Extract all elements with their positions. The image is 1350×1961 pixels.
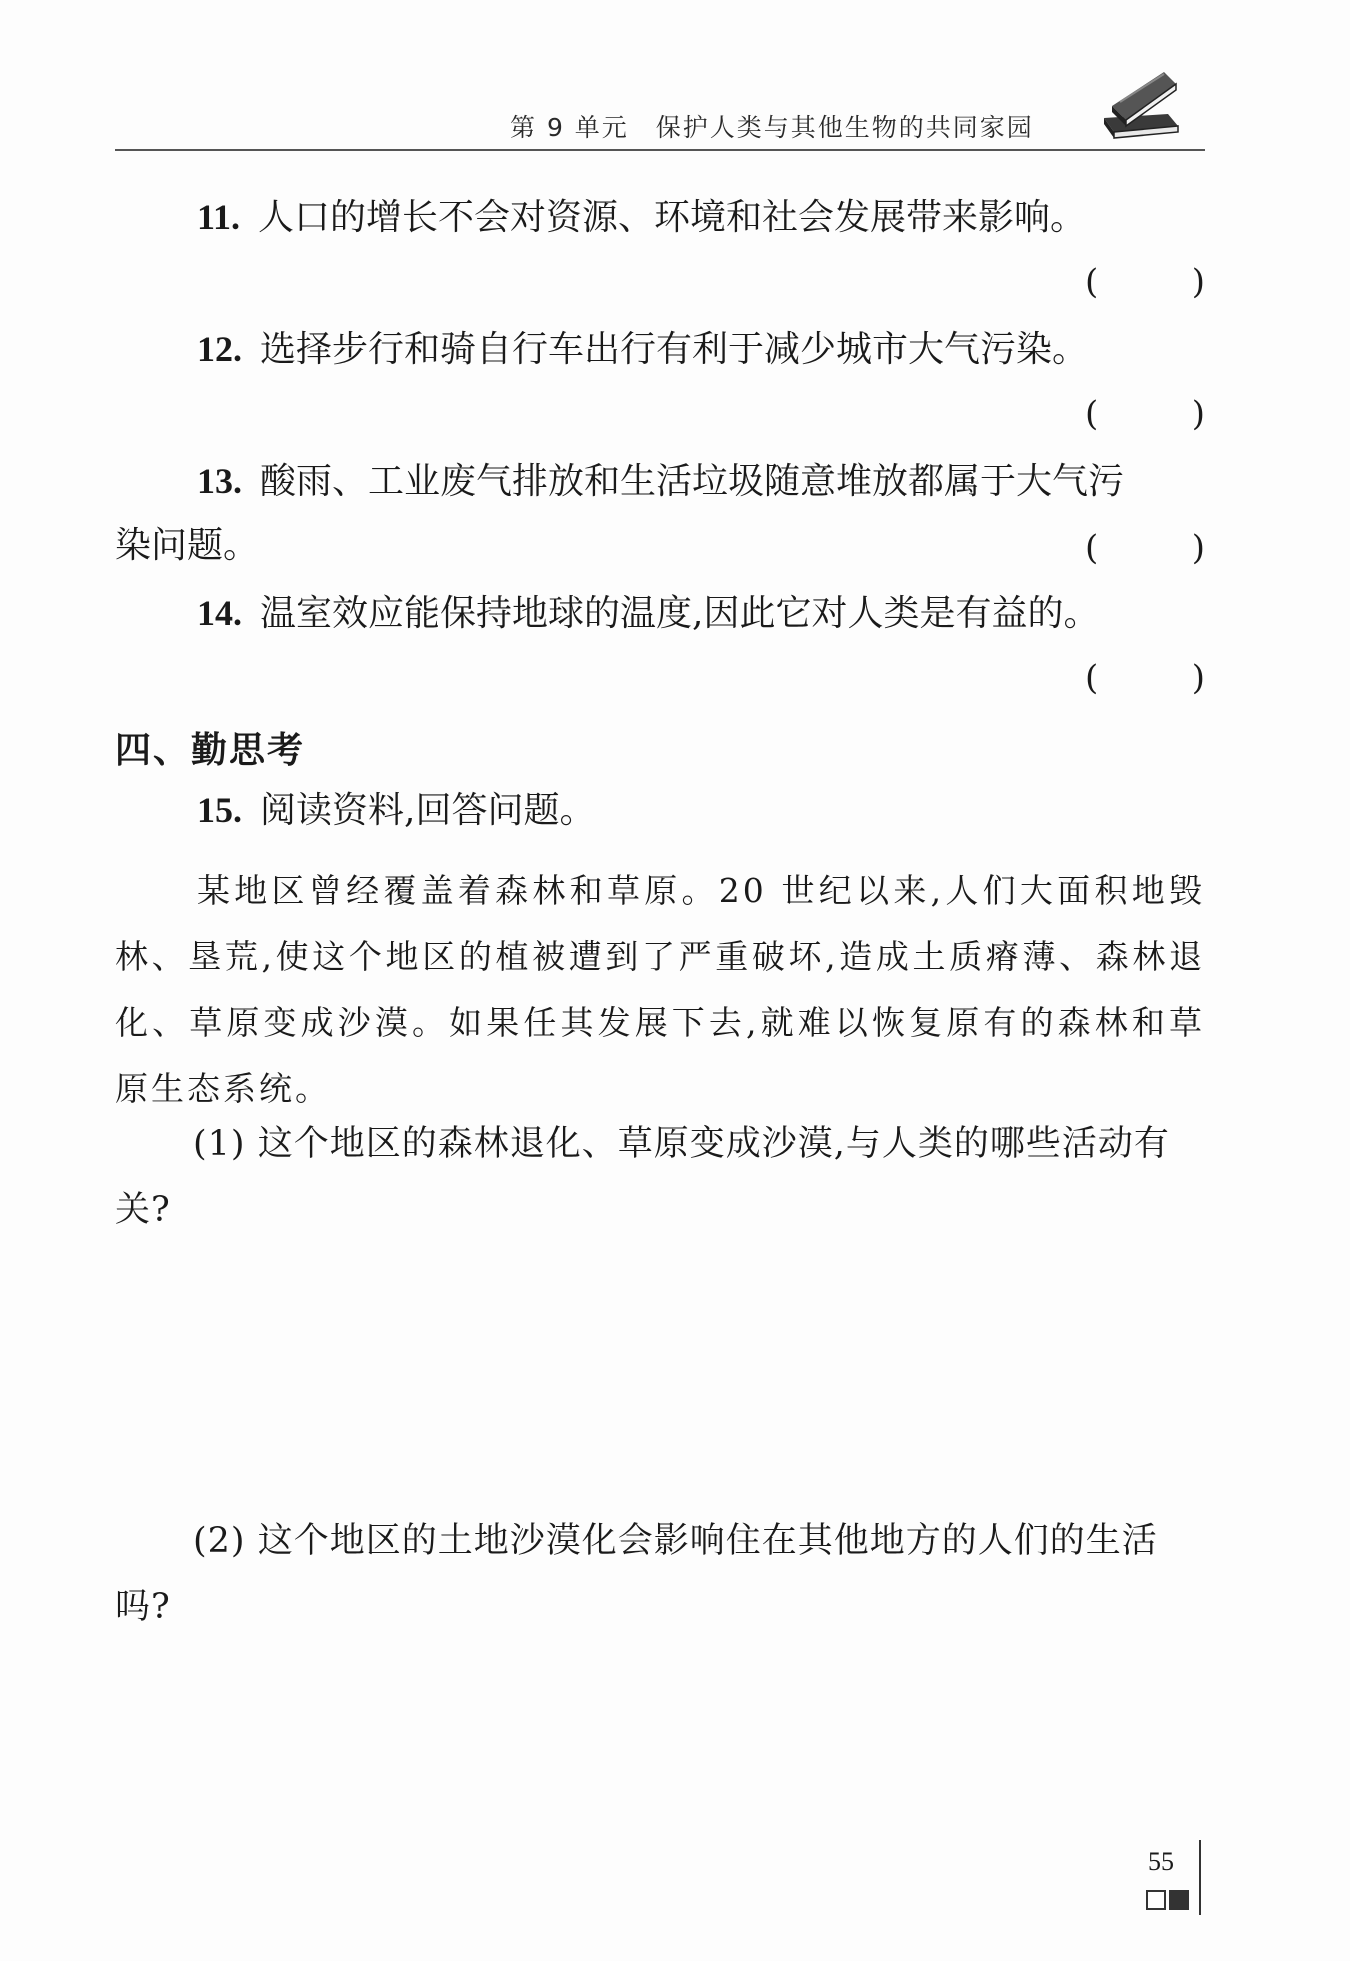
paren-open: ( [1085,262,1099,302]
paren-open: ( [1085,528,1099,568]
question-number: 11. [197,197,241,237]
question-number: 14. [197,593,242,633]
section-heading: 四、勤思考 [115,730,306,771]
answer-paren-13[interactable] [1085,528,1205,568]
filled-square-icon [1169,1890,1189,1910]
header-divider [115,149,1205,151]
answer-space-2[interactable] [115,1646,1205,1826]
header-title: 第 9 单元 保护人类与其他生物的共同家园 [510,113,1034,142]
question-text: 人口的增长不会对资源、环境和社会发展带来影响。 [258,197,1087,238]
question-text: 酸雨、工业废气排放和生活垃圾随意堆放都属于大气污 [260,461,1125,502]
answer-space-1[interactable] [115,1250,1205,1490]
question-text: 选择步行和骑自行车出行有利于减少城市大气污染。 [260,329,1089,370]
sub-question-1: (1) 这个地区的森林退化、草原变成沙漠,与人类的哪些活动有关? [115,1124,1170,1230]
question-text: 温室效应能保持地球的温度,因此它对人类是有益的。 [260,593,1100,634]
paren-close: ) [1191,262,1205,302]
question-14 [197,593,1099,634]
paren-open: ( [1085,394,1099,434]
answer-paren-12[interactable] [1085,394,1205,434]
question-13 [197,461,1124,502]
question-11 [197,197,1086,238]
question-number: 12. [197,329,242,369]
answer-paren-11[interactable] [1085,262,1205,302]
question-text: 染问题。 [115,525,260,566]
footer-divider [1199,1840,1201,1915]
sub-question-2: (2) 这个地区的土地沙漠化会影响住在其他地方的人们的生活吗? [115,1521,1158,1627]
question-text: 阅读资料,回答问题。 [260,790,596,831]
stacked-books-icon [1098,62,1182,146]
question-number: 13. [197,461,242,501]
page-number: 55 [1148,1847,1174,1876]
question-12 [197,329,1088,370]
paren-close: ) [1191,528,1205,568]
outline-square-icon [1146,1890,1166,1910]
question-15 [197,790,595,831]
footer-marks [1146,1890,1189,1910]
question-number: 15. [197,790,242,830]
paren-close: ) [1191,658,1205,698]
answer-paren-14[interactable] [1085,658,1205,698]
question-13-continued [115,526,259,566]
paren-open: ( [1085,658,1099,698]
reading-passage: 某地区曾经覆盖着森林和草原。20 世纪以来,人们大面积地毁林、垦荒,使这个地区的植被遭到了严重破坏,造成土质瘠薄、森林退化、草原变成沙漠。如果任其发展下去,就难以恢复原有的森林和草原生态系统。 [115,871,1205,1108]
paren-close: ) [1191,394,1205,434]
